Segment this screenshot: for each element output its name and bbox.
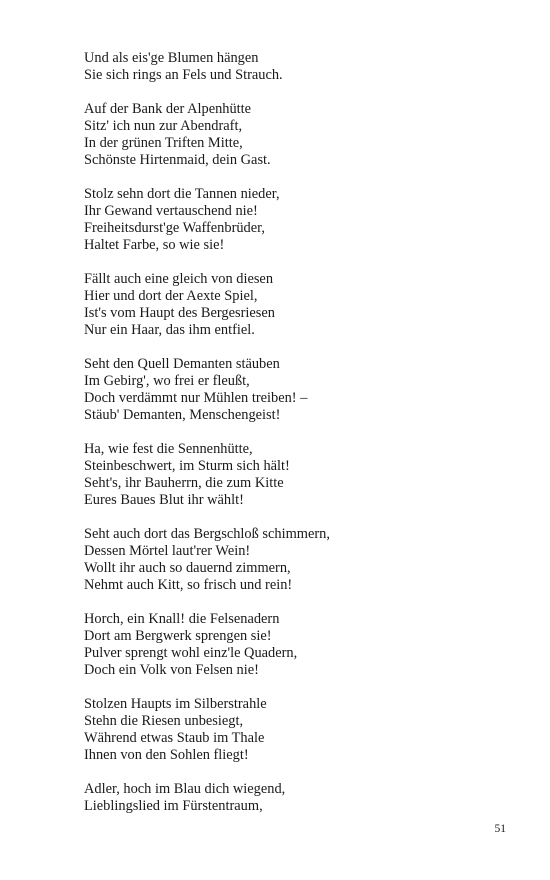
stanza-9 [84,696,514,764]
stanza-10 [84,781,514,815]
verse-line: Lieblingslied im Fürstentraum, [84,798,263,814]
verse-line: Fällt auch eine gleich von diesen [84,271,274,287]
verse-line: Während etwas Staub im Thale [84,730,265,746]
verse-line: Stehn die Riesen unbesiegt, [84,713,244,729]
stanza-2 [84,101,514,169]
verse-line: Seht den Quell Demanten stäuben [84,356,280,372]
stanza-5 [84,356,514,424]
verse-line: Seht auch dort das Bergschloß schimmern, [84,526,330,542]
stanza-6 [84,441,514,509]
verse-line: Doch verdämmt nur Mühlen treiben! – [84,390,308,406]
stanza-4 [84,271,514,339]
stanza-7 [84,526,514,594]
verse-line: Dort am Bergwerk sprengen sie! [84,628,272,644]
verse-line: Wollt ihr auch so dauernd zimmern, [84,560,291,576]
verse-line: Stäub' Demanten, Menschengeist! [84,407,281,423]
verse-line: Ha, wie fest die Sennenhütte, [84,441,253,457]
page-number: 51 [494,823,506,835]
stanza-8 [84,611,514,679]
verse-line: Dessen Mörtel laut'rer Wein! [84,543,251,559]
verse-line: Nehmt auch Kitt, so frisch und rein! [84,577,293,593]
verse-line: Ihnen von den Sohlen fliegt! [84,747,249,763]
verse-line: Steinbeschwert, im Sturm sich hält! [84,458,290,474]
verse-line: Schönste Hirtenmaid, dein Gast. [84,152,271,168]
verse-line: Nur ein Haar, das ihm entfiel. [84,322,255,338]
verse-line: Hier und dort der Aexte Spiel, [84,288,258,304]
verse-line: Auf der Bank der Alpenhütte [84,101,252,117]
verse-line: Haltet Farbe, so wie sie! [84,237,225,253]
verse-line: Im Gebirg', wo frei er fleußt, [84,373,250,389]
verse-line: Freiheitsdurst'ge Waffenbrüder, [84,220,265,236]
verse-line: Horch, ein Knall! die Felsenadern [84,611,280,627]
verse-line: Und als eis'ge Blumen hängen [84,50,259,66]
poem-body [84,50,514,832]
verse-line: Sie sich rings an Fels und Strauch. [84,67,283,83]
verse-line: In der grünen Triften Mitte, [84,135,243,151]
verse-line: Eures Baues Blut ihr wählt! [84,492,244,508]
verse-line: Stolz sehn dort die Tannen nieder, [84,186,280,202]
stanza-1 [84,50,514,84]
verse-line: Sitz' ich nun zur Abendraft, [84,118,243,134]
verse-line: Seht's, ihr Bauherrn, die zum Kitte [84,475,284,491]
verse-line: Stolzen Haupts im Silberstrahle [84,696,267,712]
verse-line: Pulver sprengt wohl einz'le Quadern, [84,645,298,661]
verse-line: Ihr Gewand vertauschend nie! [84,203,258,219]
stanza-3 [84,186,514,254]
verse-line: Ist's vom Haupt des Bergesriesen [84,305,275,321]
verse-line: Doch ein Volk von Felsen nie! [84,662,259,678]
verse-line: Adler, hoch im Blau dich wiegend, [84,781,286,797]
